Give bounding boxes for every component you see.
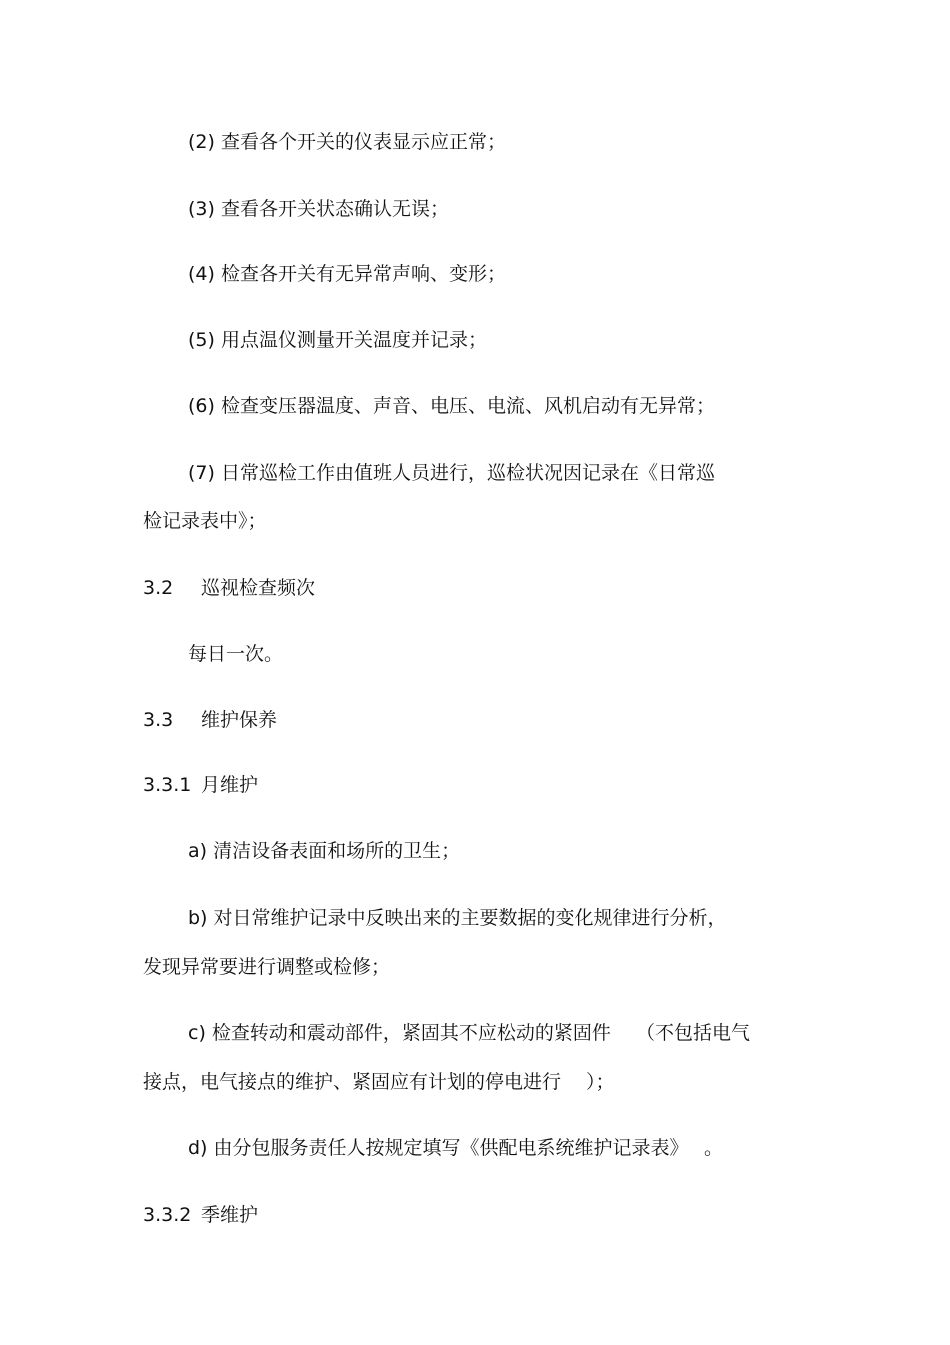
inspection-item-5: (5) 用点温仪测量开关温度并记录； — [188, 329, 487, 351]
inspection-item-2: (2) 查看各个开关的仪表显示应正常； — [188, 131, 506, 153]
monthly-item-a: a) 清洁设备表面和场所的卫生； — [188, 840, 461, 862]
section-title: 月维护 — [201, 774, 259, 796]
section-number: 3.3.1 — [143, 774, 192, 796]
monthly-item-c-line1: c) 检查转动和震动部件，紧固其不应松动的紧固件 （不包括电气 — [188, 1022, 750, 1044]
inspection-item-3: (3) 查看各开关状态确认无误； — [188, 198, 449, 220]
section-number: 3.3 — [143, 709, 174, 731]
section-heading-3-3-2 — [143, 1203, 258, 1227]
inspection-item-4: (4) 检查各开关有无异常声响、变形； — [188, 263, 506, 285]
section-3-2-body: 每日一次。 — [188, 643, 284, 665]
monthly-item-b-line2: 发现异常要进行调整或检修； — [143, 956, 391, 978]
section-heading-3-3-1 — [143, 773, 258, 797]
section-number: 3.2 — [143, 577, 174, 599]
section-title: 季维护 — [201, 1204, 259, 1226]
inspection-item-7-line2: 检记录表中》； — [143, 510, 267, 532]
inspection-item-7-line1: (7) 日常巡检工作由值班人员进行，巡检状况因记录在《日常巡 — [188, 462, 715, 484]
section-heading-3-3 — [143, 708, 277, 732]
section-number: 3.3.2 — [143, 1204, 192, 1226]
inspection-item-6: (6) 检查变压器温度、声音、电压、电流、风机启动有无异常； — [188, 395, 715, 417]
section-title: 巡视检查频次 — [201, 577, 316, 599]
section-heading-3-2 — [143, 576, 315, 600]
monthly-item-c-line2: 接点，电气接点的维护、紧固应有计划的停电进行 ）； — [143, 1071, 615, 1093]
monthly-item-b-line1: b) 对日常维护记录中反映出来的主要数据的变化规律进行分析， — [188, 907, 727, 929]
section-title: 维护保养 — [201, 709, 278, 731]
monthly-item-d: d) 由分包服务责任人按规定填写《供配电系统维护记录表》 。 — [188, 1137, 724, 1159]
